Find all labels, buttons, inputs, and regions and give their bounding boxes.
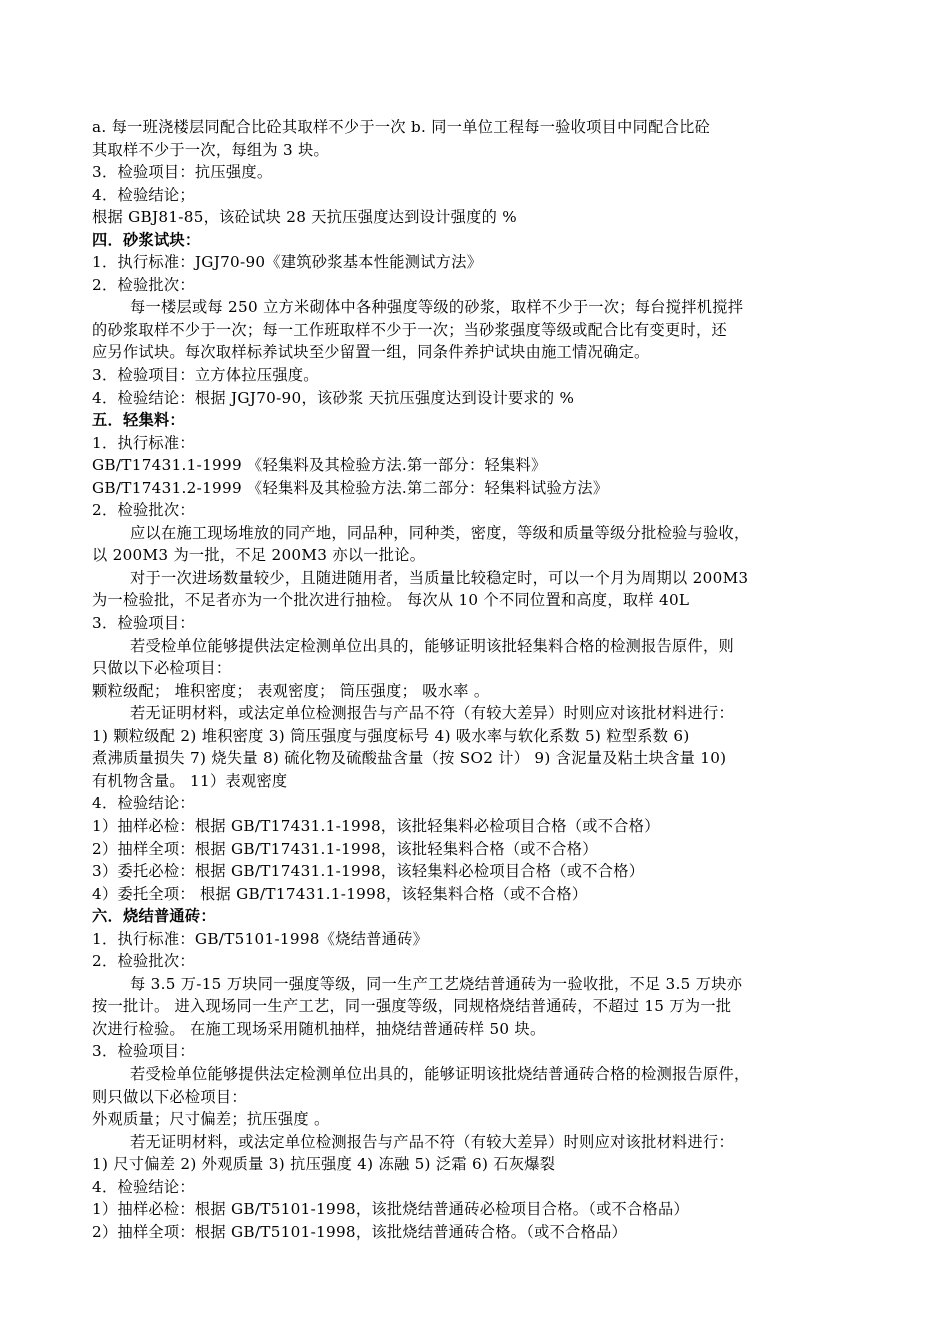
text-line: 每 3.5 万-15 万块同一强度等级，同一生产工艺烧结普通砖为一验收批，不足 3.5 万块亦 — [130, 974, 743, 993]
text-line: 应另作试块。每次取样标养试块至少留置一组，同条件养护试块由施工情况确定。 — [92, 343, 650, 362]
text-line: 4）委托全项： 根据 GB/T17431.1-1998，该轻集料合格（或不合格） — [92, 884, 588, 903]
text-line: 为一检验批，不足者亦为一个批次进行抽检。 每次从 10 个不同位置和高度，取样 40L — [92, 591, 690, 610]
text-line: 若无证明材料，或法定单位检测报告与产品不符（有较大差异）时则应对该批材料进行： — [130, 704, 735, 723]
text-line: 3．检验项目： — [92, 614, 195, 633]
text-line: 则只做以下必检项目： — [92, 1087, 247, 1106]
document-body — [92, 116, 892, 1243]
text-line: 2．检验批次： — [92, 501, 195, 520]
text-line: 1) 颗粒级配 2) 堆积密度 3) 筒压强度与强度标号 4) 吸水率与软化系数 5) 粒型系数 6) — [92, 726, 690, 745]
text-line: 每一楼层或每 250 立方米砌体中各种强度等级的砂浆，取样不少于一次；每台搅拌机搅拌 — [130, 298, 744, 317]
text-line: 煮沸质量损失 7) 烧失量 8) 硫化物及硫酸盐含量（按 SO2 计） 9) 含泥量及粘土块含量 10) — [92, 749, 727, 768]
text-line: 1．执行标准：GB/T5101-1998《烧结普通砖》 — [92, 929, 429, 948]
text-line: 次进行检验。 在施工现场采用随机抽样，抽烧结普通砖样 50 块。 — [92, 1019, 546, 1038]
text-line: 颗粒级配； 堆积密度； 表观密度； 筒压强度； 吸水率 。 — [92, 681, 490, 700]
text-line: GB/T17431.1-1999 《轻集料及其检验方法.第一部分：轻集料》 — [92, 456, 547, 475]
text-line: 有机物含量。 11）表观密度 — [92, 771, 288, 790]
text-line: 3．检验项目：立方体拉压强度。 — [92, 366, 319, 385]
text-line: a. 每一班浇楼层同配合比砼其取样不少于一次 b. 同一单位工程每一验收项目中同配合比砼 — [92, 118, 711, 136]
text-line: 4．检验结论：根据 JGJ70-90，该砂浆 天抗压强度达到设计要求的 % — [92, 388, 575, 407]
text-line: 1) 尺寸偏差 2) 外观质量 3) 抗压强度 4) 冻融 5) 泛霜 6) 石灰爆裂 — [92, 1155, 556, 1174]
text-line: 若无证明材料，或法定单位检测报告与产品不符（有较大差异）时则应对该批材料进行： — [130, 1132, 735, 1151]
text-line: 1）抽样必检：根据 GB/T5101-1998，该批烧结普通砖必检项目合格。（或不合格品） — [92, 1200, 689, 1219]
section-heading: 六．烧结普通砖： — [92, 907, 216, 926]
text-line: 4．检验结论； — [92, 185, 195, 204]
text-line: 其取样不少于一次，每组为 3 块。 — [92, 140, 330, 159]
section-heading: 四．砂浆试块： — [92, 230, 201, 249]
text-line: 应以在施工现场堆放的同产地，同品种，同种类，密度，等级和质量等级分批检验与验收， — [130, 523, 750, 542]
text-line: 3．检验项目： — [92, 1042, 195, 1061]
text-line: 4．检验结论： — [92, 1177, 195, 1196]
section-heading: 五．轻集料： — [92, 411, 185, 430]
text-line: 根据 GBJ81-85，该砼试块 28 天抗压强度达到设计强度的 % — [92, 208, 517, 227]
text-line: 2．检验批次： — [92, 275, 195, 294]
text-line: 只做以下必检项目： — [92, 659, 232, 678]
text-line: 外观质量；尺寸偏差；抗压强度 。 — [92, 1110, 330, 1129]
text-line: 若受检单位能够提供法定检测单位出具的，能够证明该批烧结普通砖合格的检测报告原件， — [130, 1064, 750, 1083]
text-line: 2）抽样全项：根据 GB/T17431.1-1998，该批轻集料合格（或不合格） — [92, 839, 598, 858]
text-line: 若受检单位能够提供法定检测单位出具的，能够证明该批轻集料合格的检测报告原件，则 — [130, 636, 735, 655]
text-line: 3．检验项目：抗压强度。 — [92, 163, 273, 182]
text-line: 1．执行标准： — [92, 433, 195, 452]
text-line: 1．执行标准：JGJ70-90《建筑砂浆基本性能测试方法》 — [92, 253, 483, 272]
text-line: 按一批计。 进入现场同一生产工艺，同一强度等级，同规格烧结普通砖，不超过 15 万为一批 — [92, 997, 732, 1016]
text-line: 3）委托必检：根据 GB/T17431.1-1998，该轻集料必检项目合格（或不合格） — [92, 862, 645, 881]
text-line: 2）抽样全项：根据 GB/T5101-1998，该批烧结普通砖合格。（或不合格品） — [92, 1222, 628, 1241]
text-line: GB/T17431.2-1999 《轻集料及其检验方法.第二部分：轻集料试验方法》 — [92, 478, 609, 497]
text-line: 2．检验批次： — [92, 952, 195, 971]
text-line: 的砂浆取样不少于一次；每一工作班取样不少于一次；当砂浆强度等级或配合比有变更时，还 — [92, 320, 727, 339]
text-line: 4．检验结论： — [92, 794, 195, 813]
text-line: 以 200M3 为一批，不足 200M3 亦以一批论。 — [92, 546, 426, 565]
text-line: 1）抽样必检：根据 GB/T17431.1-1998，该批轻集料必检项目合格（或不合格） — [92, 816, 660, 835]
text-line: 对于一次进场数量较少，且随进随用者，当质量比较稳定时，可以一个月为周期以 200M3 — [130, 568, 749, 587]
